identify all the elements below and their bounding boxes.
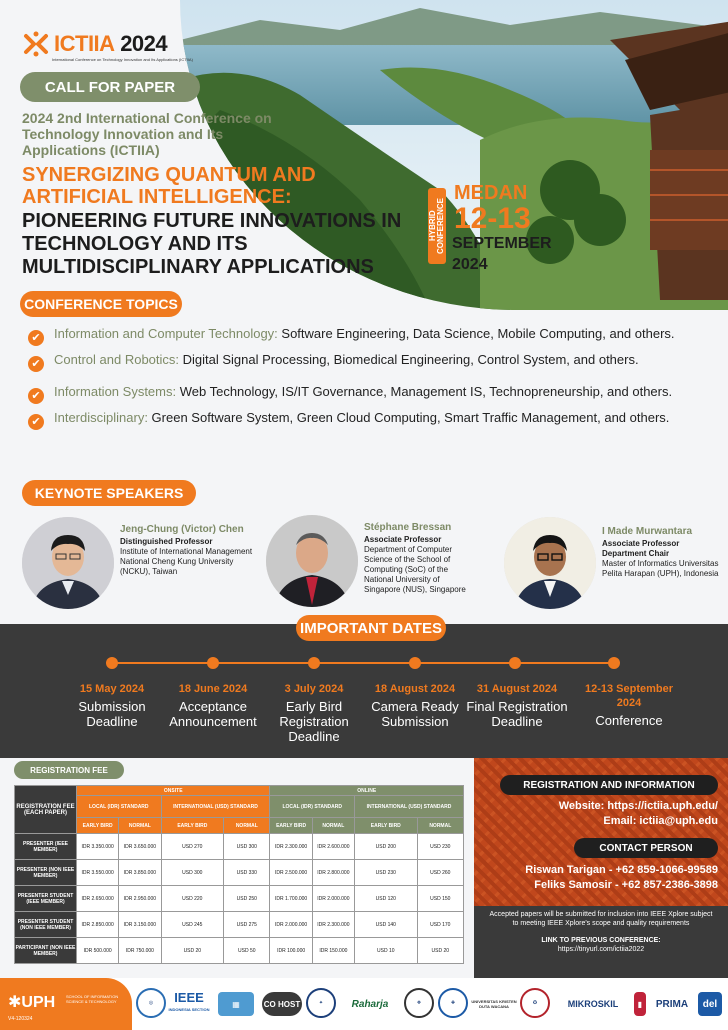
contact-person-1: Riswan Tarigan - +62 859-1066-99589: [525, 864, 718, 876]
previous-conference-link[interactable]: https://tinyurl.com/ictiia2022: [557, 946, 645, 953]
university-seal-logo: ✪: [520, 988, 550, 1018]
fee-cell: USD 220: [161, 886, 224, 912]
registration-fee-table: [14, 785, 464, 964]
university-seal-logo: ✚: [438, 988, 468, 1018]
topic-text: Information Systems: Web Technology, IS/IT Governance, Management IS, Technopreneurship, and others.: [54, 384, 673, 399]
fee-cell: IDR 2.300.000: [270, 834, 312, 860]
early-bird-header: EARLY BIRD: [270, 818, 312, 834]
fee-row-label: PRESENTER STUDENT (IEEE MEMBER): [15, 886, 77, 912]
speaker-info-bressan: Stéphane Bressan Associate Professor Department of Computer Science of the School of Computing (SoC) of the National University of Singapore (NUS), Singapore: [364, 522, 466, 594]
uph-school-name: SCHOOL OF INFORMATION SCIENCE & TECHNOLOGY: [66, 994, 119, 1004]
early-bird-header: EARLY BIRD: [355, 818, 418, 834]
speaker-info-chen: Jeng-Chung (Victor) Chen Distinguished Professor Institute of International Management National Cheng Kung University (NCKU), Taiwan: [120, 524, 253, 576]
timeline-dot: [207, 657, 219, 669]
fee-cell: IDR 2.300.000: [312, 912, 354, 938]
timeline-dot: [509, 657, 521, 669]
conference-topics-heading: CONFERENCE TOPICS: [20, 291, 182, 317]
fee-cell: USD 20: [417, 938, 463, 964]
hybrid-conference-badge: HYBRID CONFERENCE: [428, 188, 446, 264]
fee-cell: IDR 2.600.000: [312, 834, 354, 860]
uph-logo-block: [0, 978, 132, 1030]
ictiia-logo-icon: [22, 30, 50, 58]
version-code: V4-120324: [8, 1016, 33, 1022]
fee-cell: USD 245: [161, 912, 224, 938]
call-for-paper-pill: CALL FOR PAPER: [20, 72, 200, 102]
timeline-line: [112, 662, 614, 664]
normal-header: NORMAL: [119, 818, 161, 834]
partner-logo-circle: ◎: [136, 988, 166, 1018]
fee-cell: USD 50: [224, 938, 270, 964]
fee-cell: IDR 3.350.000: [77, 834, 119, 860]
theme-line-1: SYNERGIZING QUANTUM AND ARTIFICIAL INTELLIGENCE:: [22, 164, 316, 208]
fee-cell: IDR 2.800.000: [312, 860, 354, 886]
topic-item: [28, 352, 708, 372]
ieee-note-box: [474, 906, 728, 978]
speaker-photo-murwantara: [504, 517, 596, 609]
logo-wordmark: ICTIIA 2024: [54, 31, 168, 56]
date-item: 3 July 2024 Early Bird Registration Deadline: [279, 683, 349, 744]
date-item: 18 June 2024 Acceptance Announcement: [169, 683, 257, 729]
fee-row: [15, 860, 464, 886]
important-dates-heading: IMPORTANT DATES: [296, 615, 446, 641]
date-item: 31 August 2024 Final Registration Deadline: [466, 683, 568, 729]
timeline-dot: [409, 657, 421, 669]
timeline-dot: [608, 657, 620, 669]
fee-cell: IDR 150.000: [312, 938, 354, 964]
ieee-xplore-note: Accepted papers will be submitted for inclusion into IEEE Xplore subject to meeting IEEE Xplore's scope and quality requirements: [489, 911, 713, 927]
fee-cell: IDR 3.150.000: [119, 912, 161, 938]
ictiia-logo: [22, 30, 193, 62]
website-link[interactable]: Website: https://ictiia.uph.edu/: [558, 800, 718, 812]
registration-info-heading: REGISTRATION AND INFORMATION: [500, 775, 718, 795]
fee-cell: USD 270: [161, 834, 224, 860]
keynote-speakers-heading: KEYNOTE SPEAKERS: [22, 480, 196, 506]
co-host-label: CO HOST: [262, 992, 302, 1016]
city: MEDAN: [454, 182, 528, 204]
fee-row-label: PRESENTER STUDENT (NON IEEE MEMBER): [15, 912, 77, 938]
check-icon: ✔: [28, 388, 44, 404]
fee-row-label: PRESENTER (NON IEEE MEMBER): [15, 860, 77, 886]
topic-item: [28, 326, 708, 346]
fee-cell: USD 140: [355, 912, 418, 938]
fee-corner-header: REGISTRATION FEE (EACH PAPER): [15, 786, 77, 834]
event-month: SEPTEMBER: [452, 235, 552, 252]
fee-cell: IDR 2.000.000: [270, 912, 312, 938]
date-item: 12-13 September 2024 Conference: [584, 683, 674, 728]
speaker-photo-chen: [22, 517, 114, 609]
ieee-logo: IEEE INDONESIA SECTION: [168, 990, 210, 1012]
fee-cell: USD 170: [417, 912, 463, 938]
registration-fee-heading: REGISTRATION FEE: [14, 761, 124, 779]
speaker-photo-bressan: [266, 515, 358, 607]
fee-row: [15, 834, 464, 860]
fee-cell: USD 10: [355, 938, 418, 964]
topic-text: Control and Robotics: Digital Signal Processing, Biomedical Engineering, Control System, and others.: [54, 352, 639, 367]
contact-person-heading: CONTACT PERSON: [574, 838, 718, 858]
fee-cell: IDR 2.650.000: [77, 886, 119, 912]
topic-text: Information and Computer Technology: Software Engineering, Data Science, Mobile Computing, and others.: [54, 326, 675, 341]
date-item: 18 August 2024 Camera Ready Submission: [371, 683, 459, 729]
fee-row-label: PRESENTER (IEEE MEMBER): [15, 834, 77, 860]
check-icon: ✔: [28, 330, 44, 346]
normal-header: NORMAL: [417, 818, 463, 834]
fee-row: [15, 938, 464, 964]
date-item: 15 May 2024 Submission Deadline: [78, 683, 146, 729]
fee-cell: IDR 2.850.000: [77, 912, 119, 938]
fee-cell: USD 300: [161, 860, 224, 886]
fee-cell: IDR 2.950.000: [119, 886, 161, 912]
online-header: ONLINE: [270, 786, 464, 796]
event-year: 2024: [452, 256, 488, 273]
normal-header: NORMAL: [224, 818, 270, 834]
check-icon: ✔: [28, 356, 44, 372]
fee-cell: IDR 500.000: [77, 938, 119, 964]
check-icon: ✔: [28, 414, 44, 430]
online-local-header: LOCAL (IDR) STANDARD: [270, 796, 355, 818]
conference-name: 2024 2nd International Conference on Technology Innovation and Its Applications (ICTIIA): [22, 110, 272, 158]
onsite-local-header: LOCAL (IDR) STANDARD: [77, 796, 162, 818]
early-bird-header: EARLY BIRD: [161, 818, 224, 834]
topic-text: Interdisciplinary: Green Software System, Green Cloud Computing, Smart Traffic Management, and others.: [54, 410, 670, 425]
fee-cell: USD 275: [224, 912, 270, 938]
fee-cell: USD 300: [224, 834, 270, 860]
timeline-dot: [106, 657, 118, 669]
contact-person-2: Feliks Samosir - +62 857-2386-3898: [534, 879, 718, 891]
timeline-dot: [308, 657, 320, 669]
fee-cell: USD 230: [417, 834, 463, 860]
previous-conference-label: LINK TO PREVIOUS CONFERENCE:: [541, 937, 661, 944]
event-days: 12-13: [454, 202, 531, 235]
fee-cell: USD 330: [224, 860, 270, 886]
speaker-info-murwantara: I Made Murwantara Associate Professor Department Chair Master of Informatics Universitas Pelita Harapan (UPH), Indonesia: [602, 526, 719, 578]
duta-wacana-logo: UNIVERSITAS KRISTEN DUTA WACANA: [471, 999, 517, 1009]
fee-row-label: PARTICIPANT (NON IEEE MEMBER): [15, 938, 77, 964]
normal-header: NORMAL: [312, 818, 354, 834]
fee-cell: USD 120: [355, 886, 418, 912]
fee-cell: IDR 1.700.000: [270, 886, 312, 912]
mikroskil-logo: MIKROSKIL: [567, 999, 619, 1009]
fee-cell: IDR 2.500.000: [270, 860, 312, 886]
university-seal-logo: ❖: [404, 988, 434, 1018]
topic-item: [28, 384, 708, 404]
early-bird-header: EARLY BIRD: [77, 818, 119, 834]
raharja-logo: Raharja: [351, 998, 389, 1010]
fee-cell: USD 260: [417, 860, 463, 886]
fee-cell: IDR 3.550.000: [77, 860, 119, 886]
prima-logo: PRIMA: [655, 998, 689, 1010]
fee-cell: USD 250: [224, 886, 270, 912]
university-seal-logo: ✦: [306, 988, 336, 1018]
partner-logo-badge: ▮: [634, 992, 646, 1016]
fee-cell: USD 150: [417, 886, 463, 912]
email-link[interactable]: Email: ictiia@uph.edu: [603, 815, 718, 827]
fee-cell: IDR 750.000: [119, 938, 161, 964]
onsite-header: ONSITE: [77, 786, 270, 796]
fee-cell: IDR 3.650.000: [119, 834, 161, 860]
fee-cell: IDR 2.000.000: [312, 886, 354, 912]
fee-cell: IDR 3.850.000: [119, 860, 161, 886]
topic-item: [28, 410, 708, 430]
fee-cell: USD 200: [355, 834, 418, 860]
del-logo: del: [698, 992, 722, 1016]
theme-line-2: PIONEERING FUTURE INNOVATIONS IN TECHNOLOGY AND ITS MULTIDISCIPLINARY APPLICATIONS: [22, 210, 402, 278]
fee-cell: IDR 100.000: [270, 938, 312, 964]
logo-tagline: International Conference on Technology Innovation and Its Applications (ICTIIA): [52, 57, 193, 62]
topics-list: [28, 326, 708, 436]
onsite-international-header: INTERNATIONAL (USD) STANDARD: [161, 796, 270, 818]
uph-logo: ✱UPH: [8, 994, 56, 1011]
partner-logo-badge: ▦: [218, 992, 254, 1016]
fee-cell: USD 20: [161, 938, 224, 964]
fee-cell: USD 230: [355, 860, 418, 886]
fee-row: [15, 886, 464, 912]
fee-row: [15, 912, 464, 938]
online-international-header: INTERNATIONAL (USD) STANDARD: [355, 796, 464, 818]
